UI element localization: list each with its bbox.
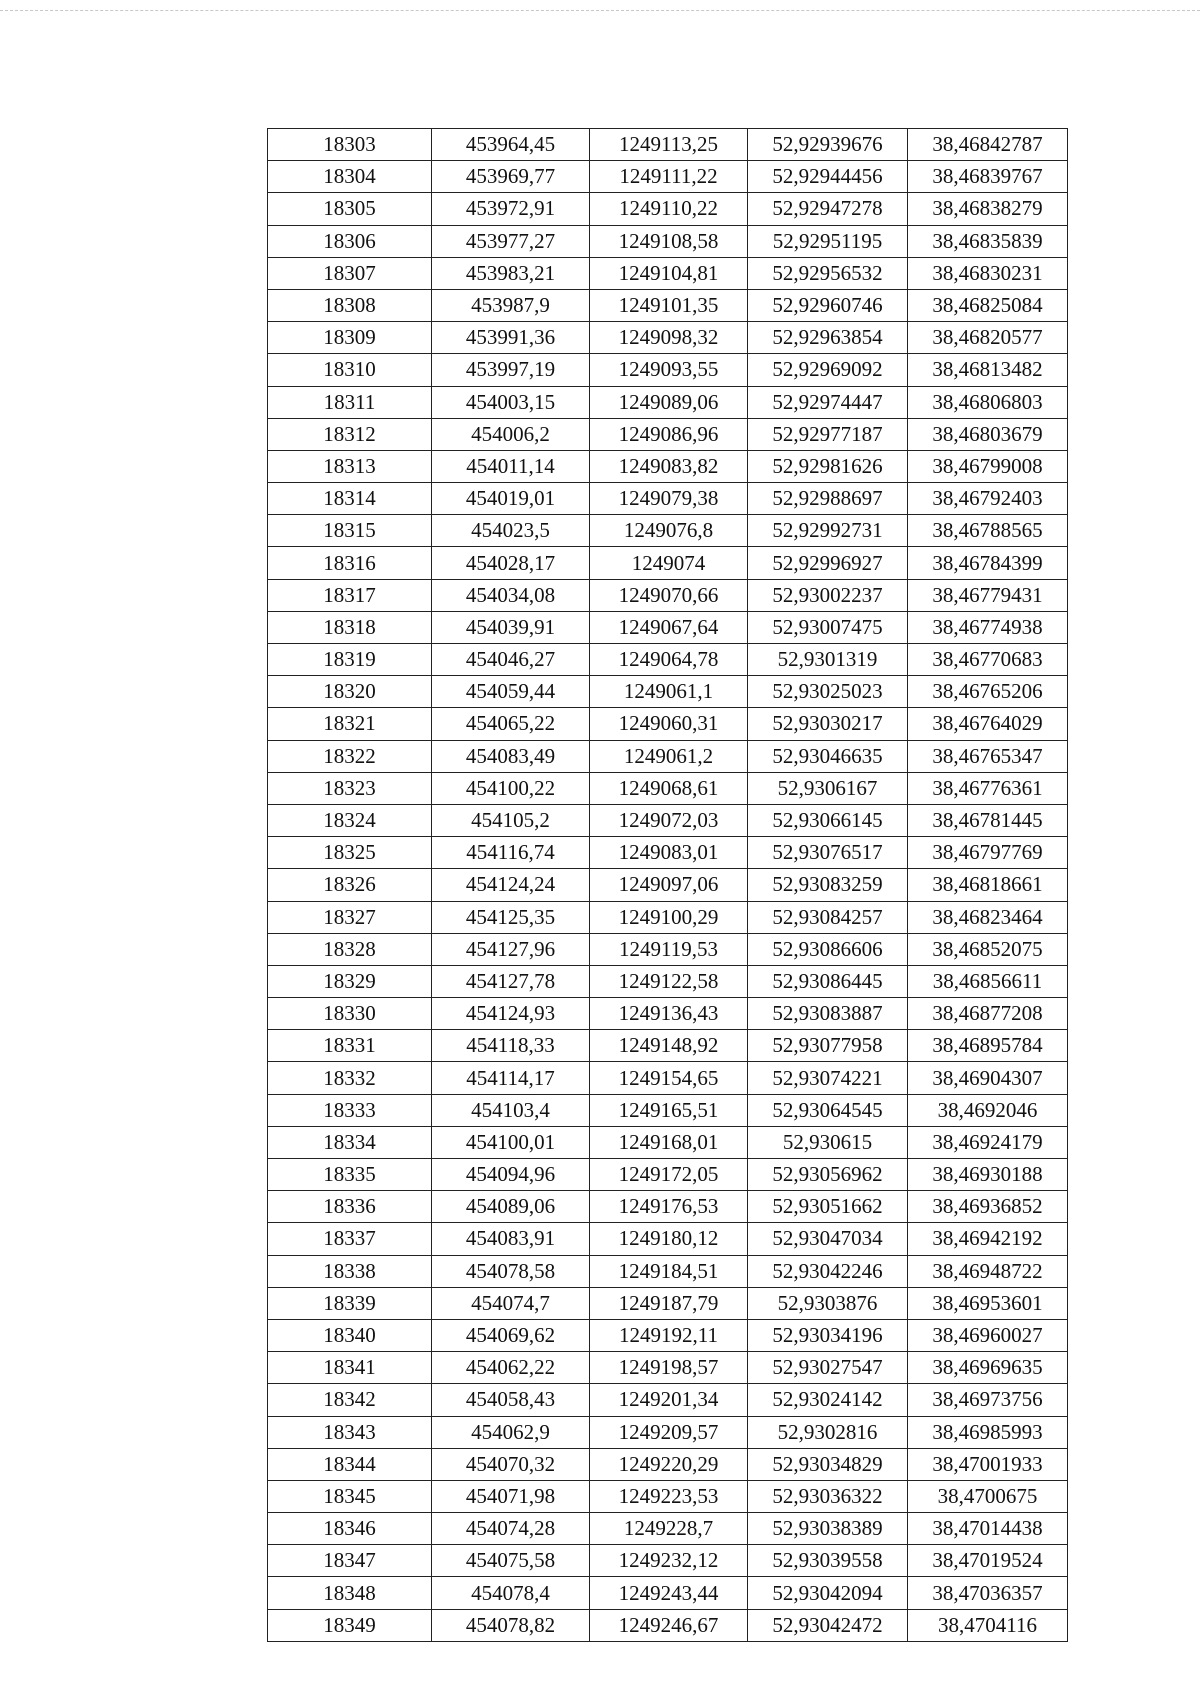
longitude-cell: 38,46784399: [908, 547, 1068, 579]
longitude-cell: 38,46813482: [908, 354, 1068, 386]
table-row: [268, 708, 1068, 740]
point-number-cell: 18315: [268, 515, 432, 547]
x-coordinate-cell: 454089,06: [432, 1191, 590, 1223]
x-coordinate-cell: 454019,01: [432, 483, 590, 515]
table-row: [268, 161, 1068, 193]
x-coordinate-cell: 454071,98: [432, 1480, 590, 1512]
point-number-cell: 18309: [268, 322, 432, 354]
y-coordinate-cell: 1249154,65: [590, 1062, 748, 1094]
table-row: [268, 998, 1068, 1030]
point-number-cell: 18347: [268, 1545, 432, 1577]
longitude-cell: 38,46764029: [908, 708, 1068, 740]
latitude-cell: 52,93086606: [748, 933, 908, 965]
latitude-cell: 52,93039558: [748, 1545, 908, 1577]
table-row: [268, 869, 1068, 901]
point-number-cell: 18336: [268, 1191, 432, 1223]
x-coordinate-cell: 453972,91: [432, 193, 590, 225]
x-coordinate-cell: 454125,35: [432, 901, 590, 933]
table-row: [268, 1287, 1068, 1319]
latitude-cell: 52,9303876: [748, 1287, 908, 1319]
coordinates-table: [267, 128, 1068, 1642]
table-row: [268, 1191, 1068, 1223]
point-number-cell: 18341: [268, 1352, 432, 1384]
y-coordinate-cell: 1249101,35: [590, 289, 748, 321]
y-coordinate-cell: 1249232,12: [590, 1545, 748, 1577]
scan-edge-line: [0, 10, 1200, 11]
x-coordinate-cell: 454074,7: [432, 1287, 590, 1319]
y-coordinate-cell: 1249072,03: [590, 804, 748, 836]
longitude-cell: 38,46818661: [908, 869, 1068, 901]
point-number-cell: 18342: [268, 1384, 432, 1416]
table-row: [268, 418, 1068, 450]
latitude-cell: 52,93066145: [748, 804, 908, 836]
point-number-cell: 18314: [268, 483, 432, 515]
x-coordinate-cell: 453983,21: [432, 257, 590, 289]
x-coordinate-cell: 454078,4: [432, 1577, 590, 1609]
point-number-cell: 18343: [268, 1416, 432, 1448]
y-coordinate-cell: 1249148,92: [590, 1030, 748, 1062]
x-coordinate-cell: 454074,28: [432, 1513, 590, 1545]
coordinates-table-body: [268, 129, 1068, 1642]
longitude-cell: 38,46856611: [908, 965, 1068, 997]
latitude-cell: 52,93002237: [748, 579, 908, 611]
latitude-cell: 52,93083887: [748, 998, 908, 1030]
point-number-cell: 18308: [268, 289, 432, 321]
y-coordinate-cell: 1249201,34: [590, 1384, 748, 1416]
longitude-cell: 38,47019524: [908, 1545, 1068, 1577]
x-coordinate-cell: 454116,74: [432, 837, 590, 869]
latitude-cell: 52,92956532: [748, 257, 908, 289]
point-number-cell: 18324: [268, 804, 432, 836]
y-coordinate-cell: 1249083,82: [590, 450, 748, 482]
y-coordinate-cell: 1249165,51: [590, 1094, 748, 1126]
latitude-cell: 52,93025023: [748, 676, 908, 708]
point-number-cell: 18339: [268, 1287, 432, 1319]
point-number-cell: 18327: [268, 901, 432, 933]
longitude-cell: 38,46806803: [908, 386, 1068, 418]
table-row: [268, 611, 1068, 643]
latitude-cell: 52,93042472: [748, 1609, 908, 1641]
table-row: [268, 1126, 1068, 1158]
x-coordinate-cell: 454028,17: [432, 547, 590, 579]
point-number-cell: 18331: [268, 1030, 432, 1062]
point-number-cell: 18332: [268, 1062, 432, 1094]
point-number-cell: 18345: [268, 1480, 432, 1512]
y-coordinate-cell: 1249110,22: [590, 193, 748, 225]
point-number-cell: 18311: [268, 386, 432, 418]
point-number-cell: 18344: [268, 1448, 432, 1480]
point-number-cell: 18346: [268, 1513, 432, 1545]
x-coordinate-cell: 453977,27: [432, 225, 590, 257]
x-coordinate-cell: 454046,27: [432, 644, 590, 676]
x-coordinate-cell: 454078,82: [432, 1609, 590, 1641]
x-coordinate-cell: 454127,78: [432, 965, 590, 997]
longitude-cell: 38,46948722: [908, 1255, 1068, 1287]
latitude-cell: 52,93007475: [748, 611, 908, 643]
table-row: [268, 547, 1068, 579]
x-coordinate-cell: 454083,49: [432, 740, 590, 772]
latitude-cell: 52,93047034: [748, 1223, 908, 1255]
latitude-cell: 52,92963854: [748, 322, 908, 354]
table-row: [268, 483, 1068, 515]
table-row: [268, 1577, 1068, 1609]
point-number-cell: 18303: [268, 129, 432, 161]
table-row: [268, 933, 1068, 965]
y-coordinate-cell: 1249100,29: [590, 901, 748, 933]
longitude-cell: 38,46960027: [908, 1319, 1068, 1351]
latitude-cell: 52,92969092: [748, 354, 908, 386]
table-row: [268, 1448, 1068, 1480]
latitude-cell: 52,93030217: [748, 708, 908, 740]
latitude-cell: 52,92977187: [748, 418, 908, 450]
longitude-cell: 38,46904307: [908, 1062, 1068, 1094]
longitude-cell: 38,46895784: [908, 1030, 1068, 1062]
latitude-cell: 52,93042246: [748, 1255, 908, 1287]
latitude-cell: 52,92981626: [748, 450, 908, 482]
latitude-cell: 52,93077958: [748, 1030, 908, 1062]
y-coordinate-cell: 1249098,32: [590, 322, 748, 354]
longitude-cell: 38,46797769: [908, 837, 1068, 869]
y-coordinate-cell: 1249223,53: [590, 1480, 748, 1512]
table-row: [268, 676, 1068, 708]
longitude-cell: 38,47001933: [908, 1448, 1068, 1480]
latitude-cell: 52,93064545: [748, 1094, 908, 1126]
point-number-cell: 18312: [268, 418, 432, 450]
latitude-cell: 52,93046635: [748, 740, 908, 772]
longitude-cell: 38,46985993: [908, 1416, 1068, 1448]
x-coordinate-cell: 454034,08: [432, 579, 590, 611]
table-row: [268, 193, 1068, 225]
y-coordinate-cell: 1249198,57: [590, 1352, 748, 1384]
longitude-cell: 38,46765206: [908, 676, 1068, 708]
latitude-cell: 52,93036322: [748, 1480, 908, 1512]
longitude-cell: 38,47036357: [908, 1577, 1068, 1609]
table-row: [268, 965, 1068, 997]
table-row: [268, 450, 1068, 482]
longitude-cell: 38,46838279: [908, 193, 1068, 225]
longitude-cell: 38,46799008: [908, 450, 1068, 482]
point-number-cell: 18326: [268, 869, 432, 901]
x-coordinate-cell: 454124,93: [432, 998, 590, 1030]
y-coordinate-cell: 1249067,64: [590, 611, 748, 643]
x-coordinate-cell: 454058,43: [432, 1384, 590, 1416]
x-coordinate-cell: 454006,2: [432, 418, 590, 450]
latitude-cell: 52,93086445: [748, 965, 908, 997]
y-coordinate-cell: 1249089,06: [590, 386, 748, 418]
longitude-cell: 38,46770683: [908, 644, 1068, 676]
latitude-cell: 52,9306167: [748, 772, 908, 804]
x-coordinate-cell: 454103,4: [432, 1094, 590, 1126]
y-coordinate-cell: 1249086,96: [590, 418, 748, 450]
y-coordinate-cell: 1249187,79: [590, 1287, 748, 1319]
x-coordinate-cell: 454011,14: [432, 450, 590, 482]
latitude-cell: 52,930615: [748, 1126, 908, 1158]
table-row: [268, 804, 1068, 836]
x-coordinate-cell: 453997,19: [432, 354, 590, 386]
y-coordinate-cell: 1249068,61: [590, 772, 748, 804]
longitude-cell: 38,46779431: [908, 579, 1068, 611]
latitude-cell: 52,92996927: [748, 547, 908, 579]
x-coordinate-cell: 454065,22: [432, 708, 590, 740]
x-coordinate-cell: 454059,44: [432, 676, 590, 708]
x-coordinate-cell: 454062,9: [432, 1416, 590, 1448]
y-coordinate-cell: 1249097,06: [590, 869, 748, 901]
x-coordinate-cell: 454083,91: [432, 1223, 590, 1255]
longitude-cell: 38,46830231: [908, 257, 1068, 289]
latitude-cell: 52,93076517: [748, 837, 908, 869]
y-coordinate-cell: 1249136,43: [590, 998, 748, 1030]
table-row: [268, 901, 1068, 933]
x-coordinate-cell: 454003,15: [432, 386, 590, 418]
longitude-cell: 38,46788565: [908, 515, 1068, 547]
table-row: [268, 740, 1068, 772]
y-coordinate-cell: 1249060,31: [590, 708, 748, 740]
table-row: [268, 579, 1068, 611]
latitude-cell: 52,92939676: [748, 129, 908, 161]
longitude-cell: 38,47014438: [908, 1513, 1068, 1545]
y-coordinate-cell: 1249061,2: [590, 740, 748, 772]
x-coordinate-cell: 454124,24: [432, 869, 590, 901]
longitude-cell: 38,4692046: [908, 1094, 1068, 1126]
point-number-cell: 18334: [268, 1126, 432, 1158]
longitude-cell: 38,46792403: [908, 483, 1068, 515]
latitude-cell: 52,93074221: [748, 1062, 908, 1094]
y-coordinate-cell: 1249246,67: [590, 1609, 748, 1641]
point-number-cell: 18329: [268, 965, 432, 997]
y-coordinate-cell: 1249168,01: [590, 1126, 748, 1158]
point-number-cell: 18307: [268, 257, 432, 289]
latitude-cell: 52,92960746: [748, 289, 908, 321]
point-number-cell: 18316: [268, 547, 432, 579]
longitude-cell: 38,46835839: [908, 225, 1068, 257]
latitude-cell: 52,93027547: [748, 1352, 908, 1384]
x-coordinate-cell: 453969,77: [432, 161, 590, 193]
x-coordinate-cell: 454105,2: [432, 804, 590, 836]
table-row: [268, 257, 1068, 289]
latitude-cell: 52,9302816: [748, 1416, 908, 1448]
x-coordinate-cell: 454069,62: [432, 1319, 590, 1351]
longitude-cell: 38,46781445: [908, 804, 1068, 836]
latitude-cell: 52,9301319: [748, 644, 908, 676]
table-row: [268, 1094, 1068, 1126]
point-number-cell: 18310: [268, 354, 432, 386]
latitude-cell: 52,93024142: [748, 1384, 908, 1416]
x-coordinate-cell: 453991,36: [432, 322, 590, 354]
longitude-cell: 38,46774938: [908, 611, 1068, 643]
latitude-cell: 52,92951195: [748, 225, 908, 257]
latitude-cell: 52,93084257: [748, 901, 908, 933]
latitude-cell: 52,92974447: [748, 386, 908, 418]
x-coordinate-cell: 454100,01: [432, 1126, 590, 1158]
longitude-cell: 38,46776361: [908, 772, 1068, 804]
x-coordinate-cell: 454127,96: [432, 933, 590, 965]
table-row: [268, 1255, 1068, 1287]
table-row: [268, 225, 1068, 257]
longitude-cell: 38,46842787: [908, 129, 1068, 161]
table-row: [268, 1609, 1068, 1641]
y-coordinate-cell: 1249083,01: [590, 837, 748, 869]
point-number-cell: 18319: [268, 644, 432, 676]
point-number-cell: 18318: [268, 611, 432, 643]
x-coordinate-cell: 454118,33: [432, 1030, 590, 1062]
longitude-cell: 38,4700675: [908, 1480, 1068, 1512]
table-row: [268, 1352, 1068, 1384]
y-coordinate-cell: 1249079,38: [590, 483, 748, 515]
point-number-cell: 18333: [268, 1094, 432, 1126]
y-coordinate-cell: 1249064,78: [590, 644, 748, 676]
y-coordinate-cell: 1249192,11: [590, 1319, 748, 1351]
longitude-cell: 38,46839767: [908, 161, 1068, 193]
latitude-cell: 52,93051662: [748, 1191, 908, 1223]
table-row: [268, 1223, 1068, 1255]
table-row: [268, 1513, 1068, 1545]
y-coordinate-cell: 1249113,25: [590, 129, 748, 161]
longitude-cell: 38,4704116: [908, 1609, 1068, 1641]
latitude-cell: 52,92988697: [748, 483, 908, 515]
longitude-cell: 38,46973756: [908, 1384, 1068, 1416]
latitude-cell: 52,92944456: [748, 161, 908, 193]
x-coordinate-cell: 453964,45: [432, 129, 590, 161]
y-coordinate-cell: 1249243,44: [590, 1577, 748, 1609]
y-coordinate-cell: 1249076,8: [590, 515, 748, 547]
x-coordinate-cell: 454075,58: [432, 1545, 590, 1577]
latitude-cell: 52,92992731: [748, 515, 908, 547]
table-row: [268, 1480, 1068, 1512]
y-coordinate-cell: 1249061,1: [590, 676, 748, 708]
table-row: [268, 289, 1068, 321]
point-number-cell: 18328: [268, 933, 432, 965]
table-row: [268, 1030, 1068, 1062]
point-number-cell: 18335: [268, 1159, 432, 1191]
y-coordinate-cell: 1249180,12: [590, 1223, 748, 1255]
point-number-cell: 18323: [268, 772, 432, 804]
y-coordinate-cell: 1249119,53: [590, 933, 748, 965]
longitude-cell: 38,46765347: [908, 740, 1068, 772]
point-number-cell: 18340: [268, 1319, 432, 1351]
point-number-cell: 18304: [268, 161, 432, 193]
table-row: [268, 1416, 1068, 1448]
y-coordinate-cell: 1249093,55: [590, 354, 748, 386]
x-coordinate-cell: 454039,91: [432, 611, 590, 643]
y-coordinate-cell: 1249108,58: [590, 225, 748, 257]
y-coordinate-cell: 1249074: [590, 547, 748, 579]
latitude-cell: 52,93034196: [748, 1319, 908, 1351]
table-row: [268, 1319, 1068, 1351]
table-row: [268, 1545, 1068, 1577]
point-number-cell: 18349: [268, 1609, 432, 1641]
point-number-cell: 18337: [268, 1223, 432, 1255]
table-row: [268, 354, 1068, 386]
x-coordinate-cell: 454100,22: [432, 772, 590, 804]
point-number-cell: 18338: [268, 1255, 432, 1287]
table-row: [268, 1159, 1068, 1191]
y-coordinate-cell: 1249220,29: [590, 1448, 748, 1480]
point-number-cell: 18322: [268, 740, 432, 772]
point-number-cell: 18330: [268, 998, 432, 1030]
longitude-cell: 38,46969635: [908, 1352, 1068, 1384]
longitude-cell: 38,46825084: [908, 289, 1068, 321]
table-row: [268, 322, 1068, 354]
x-coordinate-cell: 454078,58: [432, 1255, 590, 1287]
point-number-cell: 18321: [268, 708, 432, 740]
y-coordinate-cell: 1249111,22: [590, 161, 748, 193]
point-number-cell: 18317: [268, 579, 432, 611]
point-number-cell: 18313: [268, 450, 432, 482]
longitude-cell: 38,46942192: [908, 1223, 1068, 1255]
point-number-cell: 18305: [268, 193, 432, 225]
longitude-cell: 38,46924179: [908, 1126, 1068, 1158]
x-coordinate-cell: 454070,32: [432, 1448, 590, 1480]
latitude-cell: 52,93038389: [748, 1513, 908, 1545]
longitude-cell: 38,46820577: [908, 322, 1068, 354]
longitude-cell: 38,46803679: [908, 418, 1068, 450]
y-coordinate-cell: 1249122,58: [590, 965, 748, 997]
latitude-cell: 52,93056962: [748, 1159, 908, 1191]
x-coordinate-cell: 454062,22: [432, 1352, 590, 1384]
y-coordinate-cell: 1249176,53: [590, 1191, 748, 1223]
longitude-cell: 38,46953601: [908, 1287, 1068, 1319]
point-number-cell: 18348: [268, 1577, 432, 1609]
table-row: [268, 1384, 1068, 1416]
table-row: [268, 1062, 1068, 1094]
table-row: [268, 386, 1068, 418]
y-coordinate-cell: 1249104,81: [590, 257, 748, 289]
latitude-cell: 52,93083259: [748, 869, 908, 901]
table-row: [268, 644, 1068, 676]
latitude-cell: 52,93042094: [748, 1577, 908, 1609]
y-coordinate-cell: 1249184,51: [590, 1255, 748, 1287]
latitude-cell: 52,93034829: [748, 1448, 908, 1480]
longitude-cell: 38,46877208: [908, 998, 1068, 1030]
longitude-cell: 38,46930188: [908, 1159, 1068, 1191]
table-row: [268, 772, 1068, 804]
table-row: [268, 515, 1068, 547]
longitude-cell: 38,46936852: [908, 1191, 1068, 1223]
y-coordinate-cell: 1249209,57: [590, 1416, 748, 1448]
y-coordinate-cell: 1249228,7: [590, 1513, 748, 1545]
y-coordinate-cell: 1249172,05: [590, 1159, 748, 1191]
point-number-cell: 18320: [268, 676, 432, 708]
longitude-cell: 38,46852075: [908, 933, 1068, 965]
latitude-cell: 52,92947278: [748, 193, 908, 225]
x-coordinate-cell: 454094,96: [432, 1159, 590, 1191]
x-coordinate-cell: 454023,5: [432, 515, 590, 547]
longitude-cell: 38,46823464: [908, 901, 1068, 933]
table-row: [268, 837, 1068, 869]
point-number-cell: 18306: [268, 225, 432, 257]
x-coordinate-cell: 453987,9: [432, 289, 590, 321]
y-coordinate-cell: 1249070,66: [590, 579, 748, 611]
point-number-cell: 18325: [268, 837, 432, 869]
table-row: [268, 129, 1068, 161]
x-coordinate-cell: 454114,17: [432, 1062, 590, 1094]
